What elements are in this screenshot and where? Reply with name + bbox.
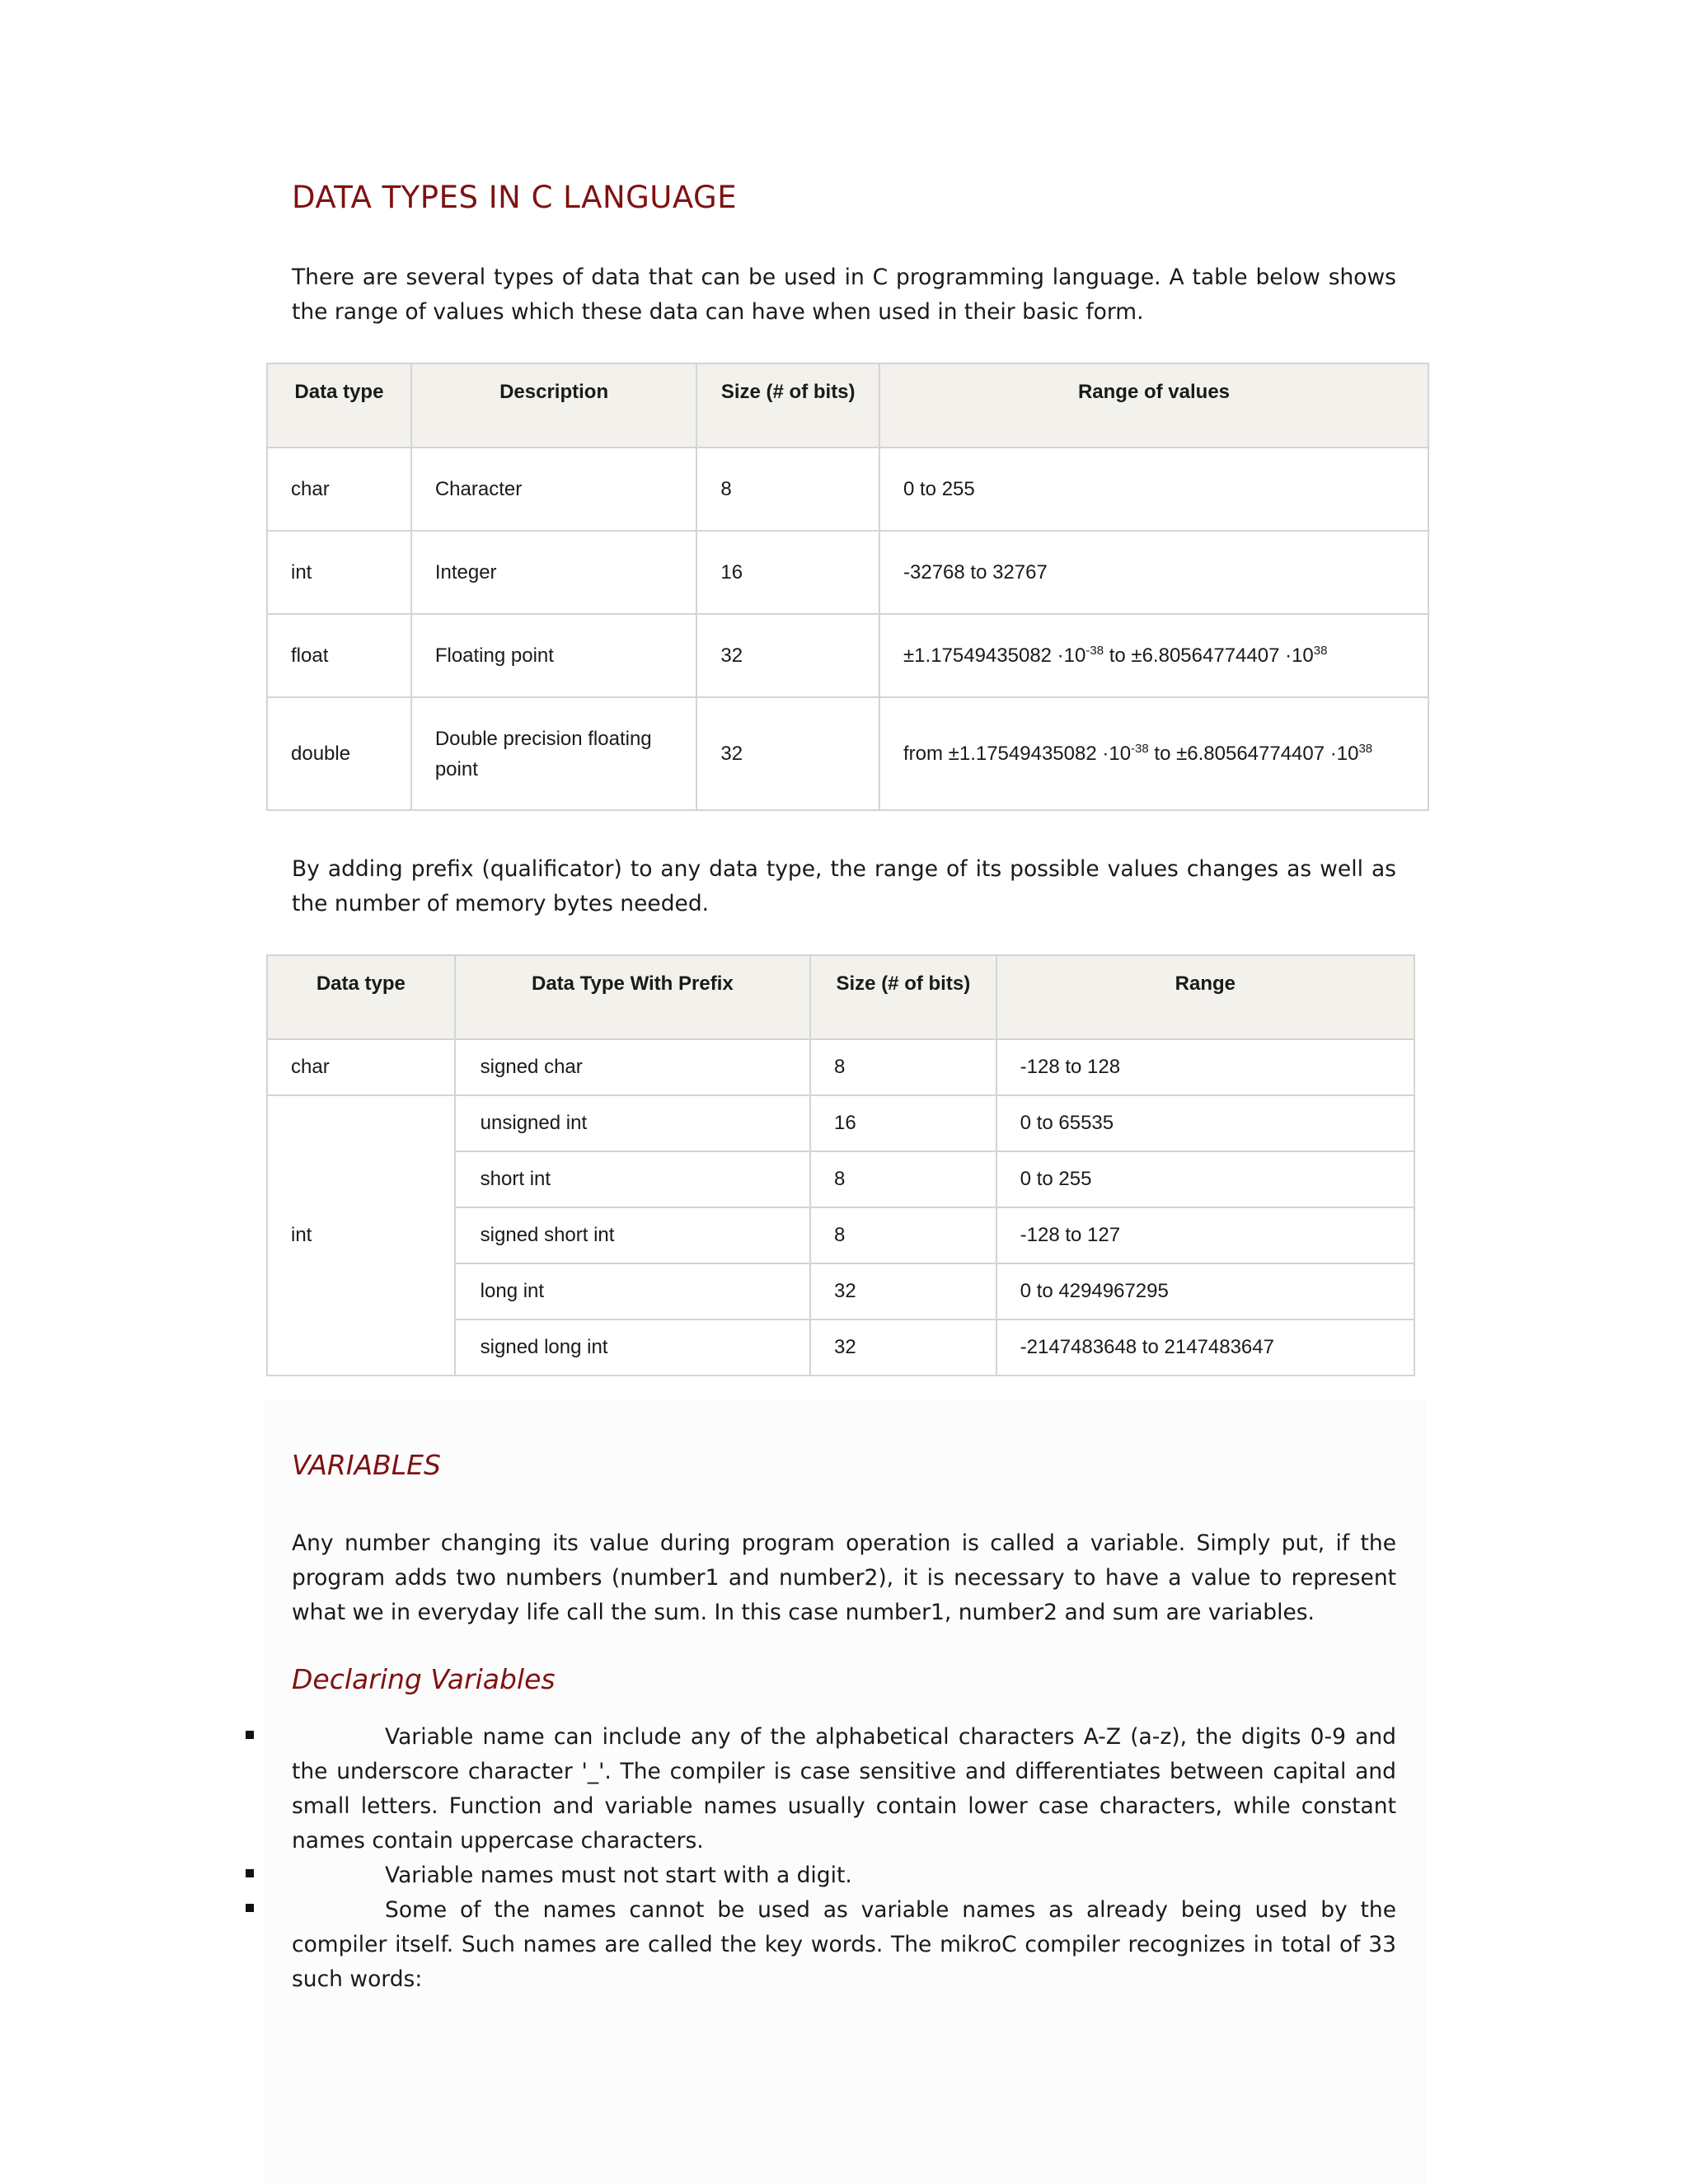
list-item: Variable names must not start with a digit. — [385, 1863, 852, 1888]
cell-range: 0 to 255 — [996, 1151, 1414, 1207]
table-row — [267, 1039, 1414, 1095]
bullet-icon — [246, 1731, 254, 1739]
variables-paragraph: Any number changing its value during program operation is called a variable. Simply put, if the program adds two numbers (number1 and number2), it is necessary to have a value to represent what we in everyday life call the sum. In this case number1, number2 and sum are variables. — [292, 1530, 1396, 1625]
range-upper: to ±6.80564774407 ·10 — [1104, 644, 1314, 667]
table-header-row — [267, 363, 1428, 448]
cell-type: int — [267, 1095, 455, 1376]
declaring-variables-list — [292, 1720, 1396, 1997]
cell-range: -128 to 128 — [996, 1039, 1414, 1095]
range-upper-exponent: 38 — [1313, 643, 1328, 658]
prefix-paragraph: By adding prefix (qualificator) to any data type, the range of its possible values changes as well as the number of memory bytes needed. — [292, 856, 1396, 916]
cell-range — [879, 614, 1428, 697]
col-header-description: Description — [411, 363, 697, 448]
range-lower-exponent: -38 — [1131, 741, 1149, 756]
col-header-data-type-with-prefix: Data Type With Prefix — [455, 955, 810, 1039]
cell-size: 32 — [810, 1319, 996, 1376]
cell-size: 32 — [810, 1263, 996, 1319]
cell-description: Double precision floating point — [411, 697, 697, 810]
data-types-table — [266, 363, 1429, 811]
cell-description: Integer — [411, 531, 697, 614]
cell-range: 0 to 255 — [879, 448, 1428, 531]
table-header-row — [267, 955, 1414, 1039]
intro-paragraph: There are several types of data that can be used in C programming language. A table below shows the range of values which these data can have when used in their basic form. — [292, 265, 1396, 325]
cell-type: double — [267, 697, 411, 810]
cell-range: -128 to 127 — [996, 1207, 1414, 1263]
col-header-size: Size (# of bits) — [810, 955, 996, 1039]
cell-size: 16 — [696, 531, 879, 614]
cell-range — [879, 697, 1428, 810]
cell-size: 32 — [696, 697, 879, 810]
table-row — [267, 1095, 1414, 1151]
range-upper: to ±6.80564774407 ·10 — [1148, 742, 1359, 765]
table-row — [267, 448, 1428, 531]
cell-prefix: unsigned int — [455, 1095, 810, 1151]
page-title: DATA TYPES IN C LANGUAGE — [292, 180, 738, 215]
col-header-data-type: Data type — [267, 955, 455, 1039]
bullet-icon — [246, 1904, 254, 1912]
cell-prefix: signed long int — [455, 1319, 810, 1376]
cell-prefix: long int — [455, 1263, 810, 1319]
col-header-range: Range of values — [879, 363, 1428, 448]
cell-range: -2147483648 to 2147483647 — [996, 1319, 1414, 1376]
cell-type: float — [267, 614, 411, 697]
table-row — [267, 697, 1428, 810]
cell-size: 16 — [810, 1095, 996, 1151]
cell-size: 32 — [696, 614, 879, 697]
range-lower-exponent: -38 — [1085, 643, 1104, 658]
variables-heading: VARIABLES — [292, 1449, 441, 1481]
cell-description: Floating point — [411, 614, 697, 697]
cell-size: 8 — [810, 1207, 996, 1263]
cell-range: 0 to 4294967295 — [996, 1263, 1414, 1319]
col-header-data-type: Data type — [267, 363, 411, 448]
cell-prefix: short int — [455, 1151, 810, 1207]
cell-type: char — [267, 448, 411, 531]
list-item: Some of the names cannot be used as variable names as already being used by the compiler itself. Such names are called the key words. The mikroC compiler recognizes in total of 33 such words: — [292, 1897, 1396, 1992]
prefix-types-table — [266, 954, 1415, 1376]
cell-prefix: signed short int — [455, 1207, 810, 1263]
cell-range: -32768 to 32767 — [879, 531, 1428, 614]
cell-type: char — [267, 1039, 455, 1095]
range-lower: from ±1.17549435082 ·10 — [903, 742, 1132, 765]
cell-prefix: signed char — [455, 1039, 810, 1095]
bullet-icon — [246, 1869, 254, 1877]
cell-description: Character — [411, 448, 697, 531]
cell-size: 8 — [810, 1039, 996, 1095]
list-item: Variable name can include any of the alphabetical characters A-Z (a-z), the digits 0-9 and the underscore character '_'. The compiler is case sensitive and differentiates between capital and small letters. Function and variable names usually contain lower case characters, while constant names contain uppercase characters. — [292, 1724, 1396, 1854]
range-upper-exponent: 38 — [1358, 741, 1373, 756]
declaring-variables-heading: Declaring Variables — [292, 1663, 556, 1695]
col-header-range: Range — [996, 955, 1414, 1039]
cell-type: int — [267, 531, 411, 614]
cell-range: 0 to 65535 — [996, 1095, 1414, 1151]
cell-size: 8 — [810, 1151, 996, 1207]
range-lower: ±1.17549435082 ·10 — [903, 644, 1086, 667]
col-header-size: Size (# of bits) — [696, 363, 879, 448]
cell-size: 8 — [696, 448, 879, 531]
table-row — [267, 614, 1428, 697]
table-row — [267, 531, 1428, 614]
